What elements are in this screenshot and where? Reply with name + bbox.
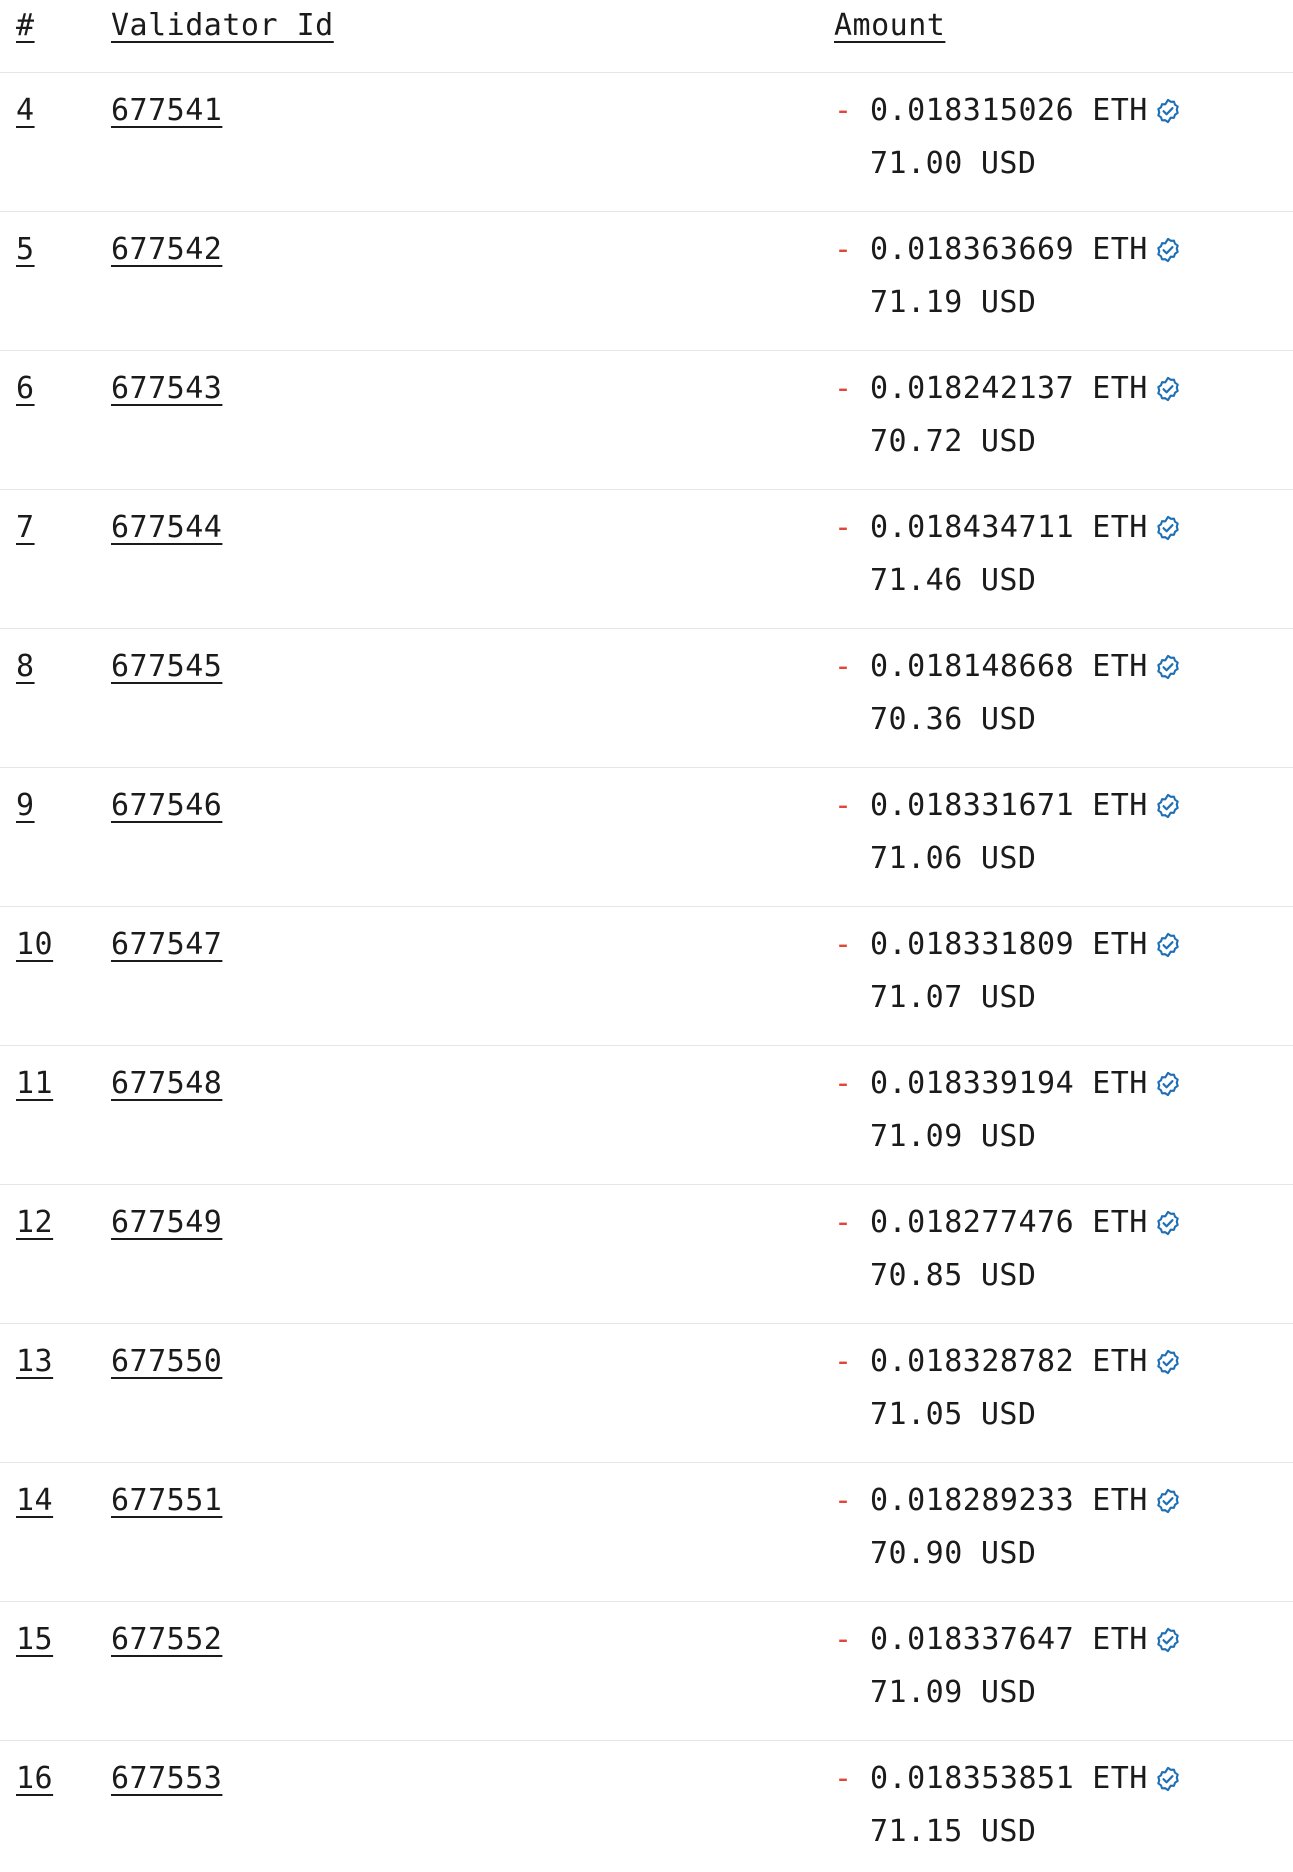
eth-value: 0.018277476 (870, 1205, 1075, 1240)
table-row (0, 1324, 1293, 1463)
usd-value: 71.46 (870, 563, 963, 598)
verified-badge-icon (1154, 514, 1182, 542)
minus-sign: - (834, 927, 853, 962)
verified-badge-icon (1154, 931, 1182, 959)
row-index-link[interactable]: 11 (16, 1066, 54, 1101)
usd-unit: USD (980, 1675, 1037, 1710)
eth-value: 0.018363669 (870, 232, 1075, 267)
eth-unit: ETH (1092, 1205, 1148, 1240)
usd-value: 70.85 (870, 1258, 963, 1293)
eth-value: 0.018331671 (870, 788, 1075, 823)
usd-value: 71.19 (870, 285, 963, 320)
usd-amount (870, 1814, 1182, 1849)
usd-unit: USD (980, 1536, 1037, 1571)
table-row (0, 1046, 1293, 1185)
usd-unit: USD (980, 424, 1037, 459)
eth-value: 0.018148668 (870, 649, 1075, 684)
usd-value: 71.06 (870, 841, 963, 876)
header-index[interactable]: # (16, 8, 35, 43)
eth-value: 0.018339194 (870, 1066, 1075, 1101)
amount-cell (834, 649, 1182, 737)
row-index-link[interactable]: 14 (16, 1483, 54, 1518)
minus-sign: - (834, 1761, 853, 1796)
validator-id-link[interactable]: 677542 (111, 232, 223, 267)
verified-badge-icon (1154, 653, 1182, 681)
row-index-link[interactable]: 7 (16, 510, 35, 545)
usd-unit: USD (980, 1258, 1037, 1293)
usd-unit: USD (980, 563, 1037, 598)
amount-cell (834, 1622, 1182, 1710)
amount-cell (834, 1344, 1182, 1432)
minus-sign: - (834, 371, 853, 406)
usd-value: 71.09 (870, 1675, 963, 1710)
usd-unit: USD (980, 146, 1037, 181)
header-amount[interactable]: Amount (834, 8, 946, 43)
table-row (0, 768, 1293, 907)
eth-amount (834, 1761, 1182, 1796)
table-row (0, 212, 1293, 351)
usd-unit: USD (980, 1119, 1037, 1154)
eth-amount (834, 1066, 1182, 1101)
verified-badge-icon (1154, 1487, 1182, 1515)
eth-value: 0.018289233 (870, 1483, 1075, 1518)
usd-unit: USD (980, 841, 1037, 876)
usd-unit: USD (980, 1814, 1037, 1849)
table-body (0, 73, 1293, 1872)
usd-value: 71.07 (870, 980, 963, 1015)
eth-value: 0.018242137 (870, 371, 1075, 406)
usd-amount (870, 1536, 1182, 1571)
validator-id-link[interactable]: 677550 (111, 1344, 223, 1379)
eth-amount (834, 232, 1182, 267)
amount-cell (834, 1483, 1182, 1571)
header-validator-id[interactable]: Validator Id (111, 8, 334, 43)
amount-cell (834, 232, 1182, 320)
eth-unit: ETH (1092, 1483, 1148, 1518)
eth-amount (834, 1205, 1182, 1240)
usd-value: 70.90 (870, 1536, 963, 1571)
validator-id-link[interactable]: 677552 (111, 1622, 223, 1657)
usd-unit: USD (980, 285, 1037, 320)
table-row (0, 1741, 1293, 1872)
validator-id-link[interactable]: 677543 (111, 371, 223, 406)
eth-value: 0.018315026 (870, 93, 1075, 128)
eth-amount (834, 649, 1182, 684)
eth-amount (834, 1622, 1182, 1657)
usd-amount (870, 1258, 1182, 1293)
row-index-link[interactable]: 10 (16, 927, 54, 962)
table-row (0, 1463, 1293, 1602)
usd-amount (870, 980, 1182, 1015)
validator-id-link[interactable]: 677548 (111, 1066, 223, 1101)
usd-amount (870, 1675, 1182, 1710)
row-index-link[interactable]: 5 (16, 232, 35, 267)
usd-unit: USD (980, 980, 1037, 1015)
verified-badge-icon (1154, 1348, 1182, 1376)
usd-amount (870, 424, 1182, 459)
eth-unit: ETH (1092, 510, 1148, 545)
table-row (0, 1185, 1293, 1324)
validator-id-link[interactable]: 677551 (111, 1483, 223, 1518)
usd-amount (870, 563, 1182, 598)
eth-unit: ETH (1092, 1761, 1148, 1796)
eth-amount (834, 93, 1182, 128)
eth-amount (834, 371, 1182, 406)
eth-unit: ETH (1092, 927, 1148, 962)
table-row (0, 629, 1293, 768)
usd-amount (870, 285, 1182, 320)
usd-unit: USD (980, 1397, 1037, 1432)
minus-sign: - (834, 788, 853, 823)
row-index-link[interactable]: 8 (16, 649, 35, 684)
row-index-link[interactable]: 9 (16, 788, 35, 823)
minus-sign: - (834, 1344, 853, 1379)
minus-sign: - (834, 232, 853, 267)
minus-sign: - (834, 93, 853, 128)
verified-badge-icon (1154, 792, 1182, 820)
verified-badge-icon (1154, 1765, 1182, 1793)
eth-unit: ETH (1092, 788, 1148, 823)
eth-amount (834, 510, 1182, 545)
table-header (0, 0, 1293, 73)
eth-amount (834, 1344, 1182, 1379)
usd-value: 70.36 (870, 702, 963, 737)
eth-value: 0.018337647 (870, 1622, 1075, 1657)
eth-unit: ETH (1092, 1622, 1148, 1657)
usd-amount (870, 1119, 1182, 1154)
verified-badge-icon (1154, 1626, 1182, 1654)
row-index-link[interactable]: 4 (16, 93, 35, 128)
usd-value: 71.09 (870, 1119, 963, 1154)
eth-unit: ETH (1092, 649, 1148, 684)
minus-sign: - (834, 649, 853, 684)
eth-unit: ETH (1092, 93, 1148, 128)
eth-value: 0.018328782 (870, 1344, 1075, 1379)
table-row (0, 1602, 1293, 1741)
usd-value: 71.00 (870, 146, 963, 181)
minus-sign: - (834, 1622, 853, 1657)
usd-amount (870, 841, 1182, 876)
eth-amount (834, 927, 1182, 962)
row-index-link[interactable]: 13 (16, 1344, 54, 1379)
eth-unit: ETH (1092, 1066, 1148, 1101)
amount-cell (834, 371, 1182, 459)
usd-amount (870, 702, 1182, 737)
row-index-link[interactable]: 6 (16, 371, 35, 406)
usd-amount (870, 1397, 1182, 1432)
eth-value: 0.018434711 (870, 510, 1075, 545)
amount-cell (834, 927, 1182, 1015)
validator-id-link[interactable]: 677541 (111, 93, 223, 128)
table-row (0, 490, 1293, 629)
verified-badge-icon (1154, 236, 1182, 264)
row-index-link[interactable]: 12 (16, 1205, 54, 1240)
usd-amount (870, 146, 1182, 181)
amount-cell (834, 788, 1182, 876)
usd-unit: USD (980, 702, 1037, 737)
validator-id-link[interactable]: 677544 (111, 510, 223, 545)
row-index-link[interactable]: 16 (16, 1761, 54, 1796)
eth-amount (834, 1483, 1182, 1518)
eth-value: 0.018331809 (870, 927, 1075, 962)
minus-sign: - (834, 510, 853, 545)
minus-sign: - (834, 1205, 853, 1240)
eth-unit: ETH (1092, 1344, 1148, 1379)
verified-badge-icon (1154, 1070, 1182, 1098)
verified-badge-icon (1154, 375, 1182, 403)
minus-sign: - (834, 1066, 853, 1101)
verified-badge-icon (1154, 97, 1182, 125)
validator-id-link[interactable]: 677547 (111, 927, 223, 962)
usd-value: 71.15 (870, 1814, 963, 1849)
table-row (0, 351, 1293, 490)
amount-cell (834, 93, 1182, 181)
amount-cell (834, 1761, 1182, 1849)
amount-cell (834, 1205, 1182, 1293)
validator-id-link[interactable]: 677553 (111, 1761, 223, 1796)
table-row (0, 907, 1293, 1046)
amount-cell (834, 1066, 1182, 1154)
usd-value: 70.72 (870, 424, 963, 459)
validator-id-link[interactable]: 677549 (111, 1205, 223, 1240)
eth-unit: ETH (1092, 232, 1148, 267)
usd-value: 71.05 (870, 1397, 963, 1432)
amount-cell (834, 510, 1182, 598)
validator-id-link[interactable]: 677546 (111, 788, 223, 823)
validator-id-link[interactable]: 677545 (111, 649, 223, 684)
eth-value: 0.018353851 (870, 1761, 1075, 1796)
row-index-link[interactable]: 15 (16, 1622, 54, 1657)
table-row (0, 73, 1293, 212)
eth-unit: ETH (1092, 371, 1148, 406)
verified-badge-icon (1154, 1209, 1182, 1237)
minus-sign: - (834, 1483, 853, 1518)
eth-amount (834, 788, 1182, 823)
